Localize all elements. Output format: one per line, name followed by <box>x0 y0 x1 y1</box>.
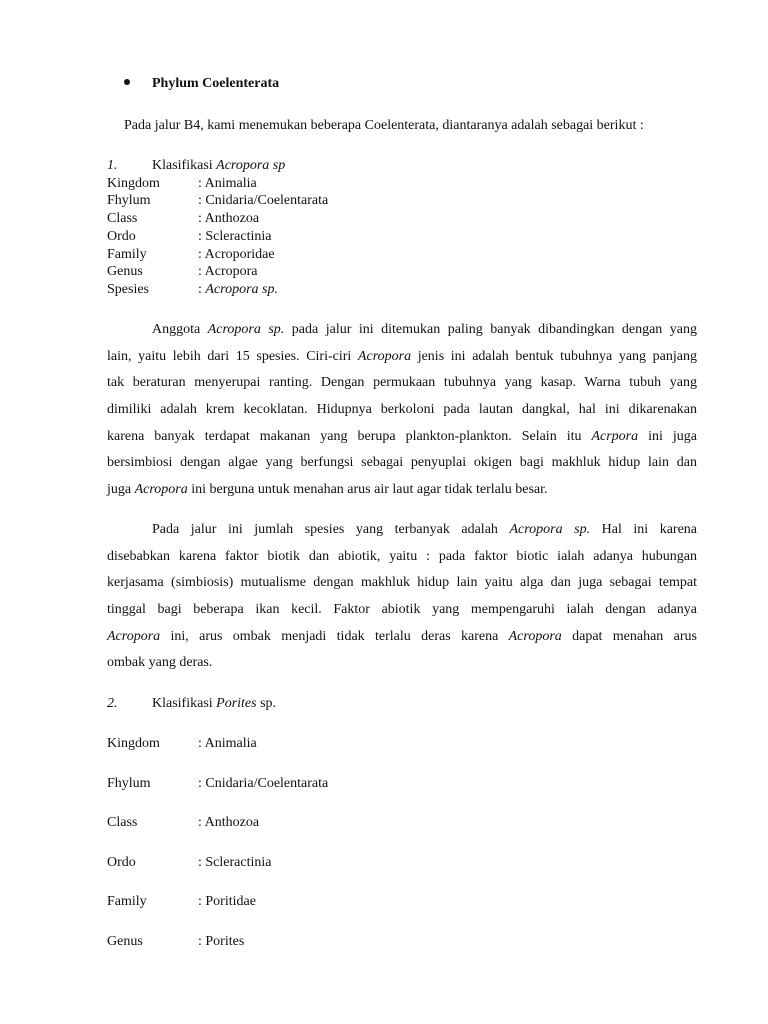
section1-number: 1. <box>107 158 118 173</box>
intro-text: Pada jalur B4, kami menemukan beberapa Coelenterata, diantaranya adalah sebagai berikut : <box>124 118 644 133</box>
taxon-key: Genus <box>107 264 143 279</box>
paragraph-line: tak beraturan menyerupai ranting. Dengan permukaan tubuhnya yang kasap. Warna tubuh yang <box>107 375 697 391</box>
taxon-key: Family <box>107 894 147 909</box>
paragraph-line: dimiliki adalah krem kecoklatan. Hidupnya berkoloni pada lautan dangkal, hal ini dikarenakan <box>107 402 697 418</box>
taxon-key: Class <box>107 211 138 226</box>
paragraph-line: karena banyak terdapat makanan yang berupa plankton-plankton. Selain itu Acrpora ini juga <box>107 428 697 444</box>
taxon-value: : Animalia <box>198 176 257 191</box>
taxon-key: Class <box>107 815 138 830</box>
section1-title <box>152 157 285 174</box>
taxon-value-species: Acropora sp. <box>205 282 278 297</box>
paragraph-line: Anggota Acropora sp. pada jalur ini ditemukan paling banyak dibandingkan dengan yang <box>152 322 698 337</box>
paragraph-line: ombak yang deras. <box>107 655 213 671</box>
taxon-key: Genus <box>107 934 143 949</box>
paragraph-line: kerjasama (simbiosis) mutualisme dengan makhluk hidup lain yaitu alga dan juga sebagai tempat <box>107 575 697 591</box>
paragraph-2 <box>107 517 697 677</box>
section1-title-prefix: Klasifikasi <box>152 158 217 173</box>
section1-title-species: Acropora sp <box>216 158 286 173</box>
taxon-key: Spesies <box>107 282 149 297</box>
taxon-value: : Anthozoa <box>198 815 260 830</box>
taxon-key: Kingdom <box>107 736 160 751</box>
taxon-value: : Scleractinia <box>198 229 272 244</box>
paragraph-line: bersimbiosi dengan algae yang berfungsi sebagai penyuplai okigen bagi makhluk hidup lain dan <box>107 455 697 471</box>
section2-number: 2. <box>107 696 118 711</box>
taxon-value-prefix: : <box>198 282 206 297</box>
taxon-value <box>198 281 278 298</box>
section2-title-prefix: Klasifikasi <box>152 696 217 711</box>
bullet-icon <box>124 79 130 85</box>
taxon-value: : Animalia <box>198 736 257 751</box>
taxon-key: Fhylum <box>107 193 151 208</box>
taxon-key: Family <box>107 247 147 262</box>
section2-title-species: Porites <box>216 696 257 711</box>
taxon-value: : Cnidaria/Coelentarata <box>198 193 329 208</box>
taxon-key: Kingdom <box>107 176 160 191</box>
paragraph-line: lain, yaitu lebih dari 15 spesies. Ciri-ciri Acropora jenis ini adalah bentuk tubuhnya yang panjang <box>107 348 697 364</box>
taxon-value: : Anthozoa <box>198 211 260 226</box>
paragraph-line: Acropora ini, arus ombak menjadi tidak terlalu deras karena Acropora dapat menahan arus <box>107 628 697 644</box>
taxon-key: Ordo <box>107 855 136 870</box>
paragraph-line: tinggal bagi beberapa ikan kecil. Faktor abiotik yang mempengaruhi ialah dengan adanya <box>107 602 697 618</box>
section2-title <box>152 695 276 712</box>
paragraph-line: disebabkan karena faktor biotik dan abiotik, yaitu : pada faktor biotic ialah adanya hubungan <box>107 548 697 564</box>
taxon-key: Ordo <box>107 229 136 244</box>
section2-title-suffix: sp. <box>256 696 277 711</box>
taxon-key: Fhylum <box>107 776 151 791</box>
paragraph-1 <box>107 317 697 504</box>
taxon-value: : Porites <box>198 934 245 949</box>
taxon-value: : Acroporidae <box>198 247 275 262</box>
taxon-value: : Cnidaria/Coelentarata <box>198 776 329 791</box>
paragraph-line: juga Acropora ini berguna untuk menahan arus air laut agar tidak terlalu besar. <box>107 482 548 498</box>
paragraph-line: Pada jalur ini jumlah spesies yang terbanyak adalah Acropora sp. Hal ini karena <box>152 522 698 537</box>
taxon-value: : Scleractinia <box>198 855 272 870</box>
section-heading: Phylum Coelenterata <box>152 76 280 91</box>
taxon-value: : Poritidae <box>198 894 256 909</box>
taxon-value: : Acropora <box>198 264 258 279</box>
